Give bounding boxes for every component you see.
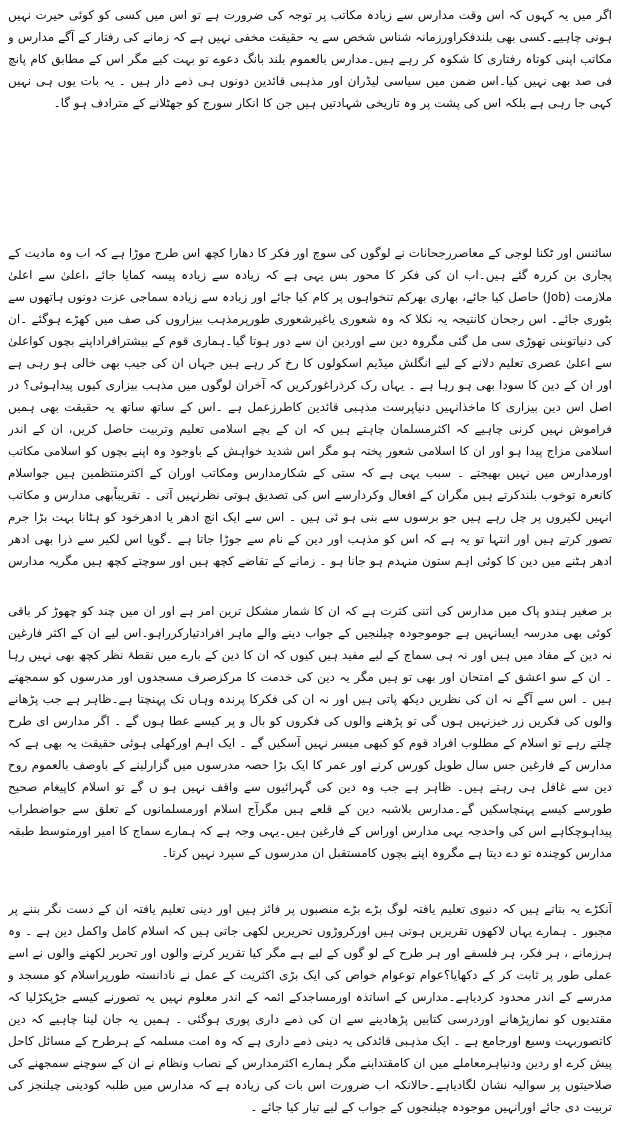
paragraph-2: سائنس اور ٹکنا لوجی کے معاصررجحانات نے لوگوں کی سوچ اور فکر کا دھارا کچھ اس طرح موڑا ہے کہ اب وہ مادیت کے پجاری بن کررہ گئے ہیں۔اب ان کی فکر کا محور بس یہی ہے کہ زیادہ سے زیادہ پیسہ کمایا جائے ،اعلیٰ سے اعلیٰ ملازمت (Job) حاصل کیا جائے، بھاری بھرکم تنخواہوں پر کام کیا جائے اور زیادہ سے زیادہ سماجی عزت دونوں ہاتھوں سے بٹوری جائے۔ اس رجحان کانتیجہ یہ نکلا کہ وہ شعوری یاغیرشعوری طورپرمذہب بیزاروں کی صف میں کھڑے ہوگئے ۔ان کی دنیاتوبنی تھوڑی سی مل گئی مگروہ دین سے اوردین ان سے دور ہوتا گیا۔ہماری قوم کے بیشترافراداپنے بچوں کواعلیٰ سے اعلیٰ عصری تعلیم دلانے کے لیے انگلش میڈیم اسکولوں کا رخ کر رہے ہیں جہاں ان کی جیب بھی خالی ہو رہی ہے اور ان کے دین کا سودا بھی ہو رہا ہے ۔ یہاں رک کرذراغورکریں کہ آخران لوگوں میں مذہب بیزاری کیوں پیداہوئی؟ در اصل اس دین بیزاری کا ماخذانہیں دنیاپرست مذہبی قائدین کاطرزعمل ہے ۔اس کے ساتھ ساتھ یہ حقیقت بھی ہمیں فراموش نہیں کرنی چاہیے کہ اکثرمسلمان چاہتے ہیں کہ ان کے بچے اسلامی تعلیم وتربیت حاصل کریں، ان کے اندر اسلامی مزاج پیدا ہو اور ان کا اسلامی شعور پختہ ہو مگر اس شدید خواہش کے باوجود وہ اپنے بچوں کو اسلامی مکاتب اورمدارس میں نہیں بھیجتے ۔ سبب یہی ہے کہ ستی کے شکارمدارس ومکاتب اوران کے اکثرمنتظمین ہیں جواسلام کانعرہ توخوب بلندکرتے ہیں مگران کے افعال وکردارسے اس کی تصدیق ہوتی نظرنہیں آتی ۔ تقریباًبھی مدارس و مکاتب انہیں لکیروں پر چل رہے ہیں جو برسوں سے بنی ہو ئی ہیں ۔ اس سے ایک انچ ادھر یا ادھرخود کو ہٹانا بہت بڑا جرم تصور کرتے ہیں اور انتہا تو یہ ہے کہ اس کو مذہب اور دین کے نام سے جوڑا جاتا ہے ۔گویا اس لکیر سے ذرا بھی ادھر ادھر ہٹنے میں دین کا کوئی اہم ستون منہدم ہو جانا ہو ۔ زمانے کے تقاضے کچھ ہیں اور سوچتے کچھ ہیں مگریہ مدارس (8, 246, 612, 568)
paragraph-1: اگر میں یہ کہوں کہ اس وقت مدارس سے زیادہ مکاتب پر توجہ کی ضرورت ہے تو اس میں کسی کو کوئی حیرت نہیں ہونی چاہیے۔کسی بھی بلندفکراورزمانہ شناس شخص سے یہ حقیقت مخفی نہیں ہے کہ زمانے کی رفتار کے آگے مدارس و مکاتب اپنی کوتاہ رفتاری کا شکوہ کر رہے ہیں۔مدارس بالعموم بلند بانگ دعوے تو بہت کیے مگر اس کے مطابق کام پانچ فی صد بھی نہیں کیا۔اس ضمن میں سیاسی لیڈران اور مذہبی قائدین دونوں ہی ذمے دار ہیں ۔ یہ بات یوں ہی نہیں کہی جا رہی ہے بلکہ اس کی پشت پر وہ تاریخی شہادتیں ہیں جن کا انکار سورج کو جھٹلانے کے مترادف ہو گا۔ (8, 8, 612, 110)
paragraph-4: آنکڑے یہ بتاتے ہیں کہ دنیوی تعلیم یافتہ لوگ بڑے بڑے منصبوں پر فائز ہیں اور دینی تعلیم یافتہ ان کے دست نگر بننے پر مجبور ۔ ہمارے یہاں لاکھوں تقریریں ہوتی ہیں اورکروڑوں تحریریں لکھی جاتی ہیں کہ اسلام کامل واکمل دین ہے ۔ وہ ہرزمانے ، ہر فکر، ہر فلسفے اور ہر طرح کے لو گوں کے لیے ہے مگر کیا تقریر کرنے والوں اور تحریر لکھنے والوں نے اسے عملی طور پر ثابت کر کے دکھایا؟عوام توعوام خواص کی ایک بڑی اکثریت کے عمل نے نادانستہ طورپراسلام کو مسجد و مدرسے کے اندر محدود کردیاہے۔مدارس کے اساتذہ اورمساجدکے ائمہ کے اندر معلوم نہیں یہ تصورنے کیسے جڑپکڑلیا کہ مقتدیوں کو نمازپڑھانے اوردرسی کتابیں پڑھادینے سے ان کی ذمے داری پوری ہوگئی ۔ ہمیں یہ جان لینا چاہیے کہ دین کاتصوربہت وسیع اورجامع ہے ۔ ایک مذہبی قائدکی یہ دینی ذمے داری ہے کہ وہ امت مسلمہ کے ہرطرح کے مسائل کاحل پیش کرے او ردین ودنیاہرمعاملے میں ان کامقتدابنے مگر ہمارے اکثرمدارس کے نصاب ونظام نے ان کے سوچنے سمجھنے کی صلاحیتوں پر سوالیہ نشان لگادیاہے۔حالانکہ اب ضرورت اس بات کی زیادہ ہے کہ مدارس میں طلبہ کودینی چیلنجز کی تربیت دی جائے اورانہیں موجودہ چیلنجوں کے جواب کے لیے تیار کیا جائے ۔ (8, 902, 612, 1114)
paragraph-3: بر صغیر ہندو پاک میں مدارس کی اتنی کثرت ہے کہ ان کا شمار مشکل ترین امر ہے اور ان میں چند کو چھوڑ کر باقی کوئی بھی مدرسہ ایسانہیں ہے جوموجودہ چیلنجیں کے جواب دینے والے ماہر افرادتیارکرراہو۔اس لیے ان کے اکثر فارغین نہ دین کے مفاد میں ہیں اور نہ ہی سماج کے لیے مفید ہیں کیوں کہ ان کا دین کے بارے میں نقطۂ نظر کچھ بھی نہیں رہا ۔ ان کے سو اعشق کے امتحان اور بھی تو ہیں مگر یہ دین کی خدمت کا مرکزصرف مسجدوں اور مدرسوں کو سمجھتے ہیں ۔ اس سے آگے نہ ان کی نظریں دیکھ پاتی ہیں اور نہ ان کی فکرکا پرندہ وہاں تک پہنچتا ہے۔ظاہر ہے جب پڑھانے والوں کی فکریں زر خیزنہیں ہوں گی تو پڑھنے والوں کی فکروں کو بال و پر کیسے عطا ہوں گے ۔ اگر مدارس ای طرح چلتے رہے تو اسلام کے مطلوب افراد قوم کو کبھی میسر نہیں آسکیں گے ۔ ایک اہم اورکھلی ہوئی حقیقت یہ بھی ہے کہ مدارس کے فارغین جس سال طویل کورس کرنے اور عمر کا ایک بڑا حصہ مدرسوں میں گزارلینے کے باوصف بالعموم روح دین سے غافل ہی رہتے ہیں۔ ظاہر ہے جب وہ دین کی گہرائیوں سے واقف نہیں ہو ں گے تو اسلام کاپیغام صحیح طورسے کیسے پہنچاسکیں گے۔مدارس بلاشبہ دین کے قلعے ہیں مگرآج اسلام اورمسلمانوں کے تعلق سے جواضطراب پیداہوچکاہے اس کی واحدجہ یہی مدارس اوراس کے فارغین ہیں۔یہی وجہ ہے کہ ہمارے سماج کا امیر اورمتوسط طبقہ مدارس کوچندہ تو دے دیتا ہے مگروہ اپنے بچوں کامستقبل ان مدرسوں کے سپرد نہیں کرتا۔ (8, 604, 612, 860)
